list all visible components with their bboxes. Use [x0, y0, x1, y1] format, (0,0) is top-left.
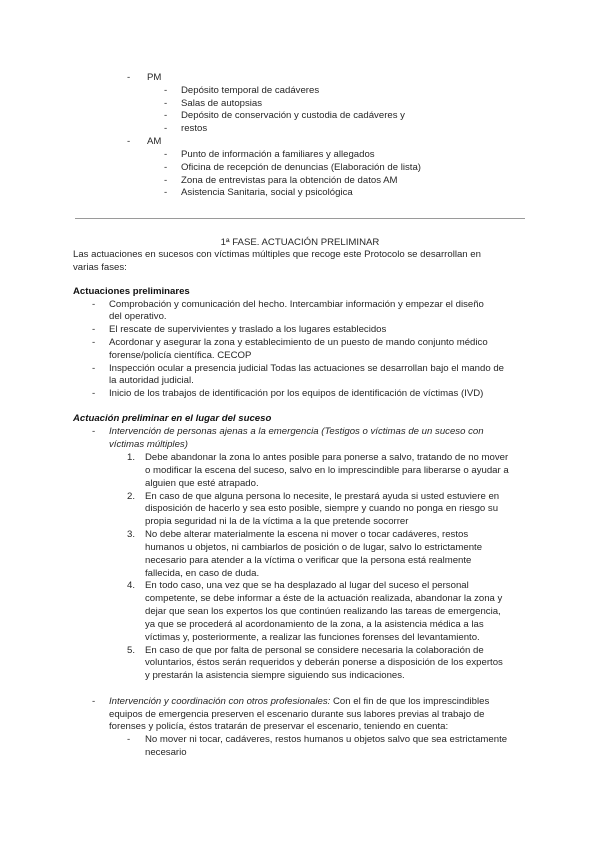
- pm-label: PM: [147, 72, 162, 83]
- numbered-item-line: ya que se procederá al acordonamiento de la zona, a la asistencia médica a las: [145, 619, 484, 630]
- list-item: No mover ni tocar, cadáveres, restos humanos u objetos salvo que sea estrictamente: [145, 734, 508, 745]
- bullet-dash: -: [164, 149, 168, 160]
- bullet-dash: -: [164, 187, 168, 198]
- numbered-item-line: Debe abandonar la zona lo antes posible para ponerse a salvo, tratando de no mover: [145, 452, 509, 463]
- subsection-line: forenses y policía, éstos tratarán de preservar el escenario, teniendo en cuenta:: [109, 721, 449, 732]
- section-heading: Actuación preliminar en el lugar del suceso: [73, 413, 272, 424]
- phase-title: 1ª FASE. ACTUACIÓN PRELIMINAR: [220, 237, 380, 248]
- numbered-item-line: En caso de que alguna persona lo necesite, le prestará ayuda si usted estuviere en: [145, 491, 500, 502]
- list-item: Inicio de los trabajos de identificación por los equipos de identificación de víctimas (IVD): [109, 388, 484, 399]
- bullet-dash: -: [92, 324, 96, 335]
- subsection-title-continuation: víctimas múltiples): [109, 439, 188, 450]
- numbered-item-line: humanos u objetos, ni cambiarlos de posición o de lugar, salvo lo estrictamente: [145, 542, 483, 553]
- subsection-text: Con el fin de que los imprescindibles: [330, 696, 490, 707]
- intro-line: varias fases:: [73, 262, 127, 273]
- subsection-line: [109, 696, 489, 709]
- numbered-item-line: En todo caso, una vez que se ha desplazado al lugar del suceso el personal: [145, 580, 469, 591]
- list-number: 5.: [127, 645, 136, 656]
- bullet-dash: -: [127, 734, 131, 745]
- list-item: restos: [181, 123, 208, 134]
- list-item: Oficina de recepción de denuncias (Elaboración de lista): [181, 162, 421, 173]
- list-item: Salas de autopsias: [181, 98, 263, 109]
- bullet-dash: -: [164, 98, 168, 109]
- numbered-item-line: No debe alterar materialmente la escena ni mover o tocar cadáveres, restos: [145, 529, 469, 540]
- bullet-dash: -: [92, 299, 96, 310]
- numbered-item-line: necesario para atender a la víctima o verificar que la persona está realmente: [145, 555, 472, 566]
- list-item: Punto de información a familiares y allegados: [181, 149, 375, 160]
- list-item: Acordonar y asegurar la zona y establecimiento de un puesto de mando conjunto médico: [109, 337, 488, 348]
- bullet-dash: -: [164, 85, 168, 96]
- list-item-continuation: la autoridad judicial.: [109, 375, 194, 386]
- horizontal-divider: [75, 218, 525, 219]
- list-number: 3.: [127, 529, 136, 540]
- list-item-continuation: forense/policía científica. CECOP: [109, 350, 252, 361]
- bullet-dash: -: [92, 337, 96, 348]
- numbered-item-line: alguien que esté atrapado.: [145, 478, 259, 489]
- list-item: El rescate de supervivientes y traslado a los lugares establecidos: [109, 324, 387, 335]
- list-item: Comprobación y comunicación del hecho. Intercambiar información y empezar el diseño: [109, 299, 484, 310]
- am-label: AM: [147, 136, 162, 147]
- list-number: 4.: [127, 580, 136, 591]
- list-item-continuation: necesario: [145, 747, 187, 758]
- bullet-dash: -: [92, 426, 96, 437]
- bullet-dash: -: [92, 388, 96, 399]
- bullet-dash: -: [164, 123, 168, 134]
- list-number: 1.: [127, 452, 136, 463]
- subsection-title: Intervención de personas ajenas a la emergencia (Testigos o víctimas de un suceso con: [109, 426, 484, 437]
- bullet-dash: -: [92, 696, 96, 707]
- subsection-italic-title: Intervención y coordinación con otros profesionales:: [109, 696, 331, 707]
- bullet-dash: -: [92, 363, 96, 374]
- numbered-item-line: propia seguridad ni la de la víctima a la que pretende socorrer: [145, 516, 409, 527]
- numbered-item-line: competente, se debe informar a éste de la actuación realizada, abandonar la zona y: [145, 593, 503, 604]
- bullet-dash: -: [164, 110, 168, 121]
- section-heading: Actuaciones preliminares: [73, 286, 190, 297]
- list-item: Depósito de conservación y custodia de cadáveres y: [181, 110, 405, 121]
- numbered-item-line: En caso de que por falta de personal se considere necesaria la colaboración de: [145, 645, 484, 656]
- numbered-item-line: o modificar la escena del suceso, salvo en lo imprescindible para liberarse o ayudar a: [145, 465, 509, 476]
- bullet-dash: -: [127, 72, 131, 83]
- list-item: Asistencia Sanitaria, social y psicológica: [181, 187, 353, 198]
- numbered-item-line: voluntarios, éstos serán requeridos y deberán ponerse a disposición de los expertos: [145, 657, 503, 668]
- bullet-dash: -: [164, 162, 168, 173]
- bullet-dash: -: [127, 136, 131, 147]
- subsection-line: equipos de emergencia preserven el escenario durante sus labores previas al trabajo de: [109, 709, 485, 720]
- numbered-item-line: dejar que sean los expertos los que continúen realizando las tareas de emergencia,: [145, 606, 501, 617]
- numbered-item-line: fallecida, en caso de duda.: [145, 568, 260, 579]
- bullet-dash: -: [164, 175, 168, 186]
- numbered-item-line: disposición de hacerlo y sea esto posible, siempre y cuando no ponga en riesgo su: [145, 503, 499, 514]
- intro-line: Las actuaciones en sucesos con víctimas múltiples que recoge este Protocolo se desarrollan en: [73, 249, 481, 260]
- numbered-item-line: y prestarán la asistencia siempre siguiendo sus indicaciones.: [145, 670, 405, 681]
- list-number: 2.: [127, 491, 136, 502]
- list-item-continuation: del operativo.: [109, 311, 167, 322]
- numbered-item-line: víctimas y, posteriormente, a realizar las funciones forenses del levantamiento.: [145, 632, 480, 643]
- list-item: Inspección ocular a presencia judicial Todas las actuaciones se desarrollan bajo el mando de: [109, 363, 505, 374]
- list-item: Zona de entrevistas para la obtención de datos AM: [181, 175, 398, 186]
- list-item: Depósito temporal de cadáveres: [181, 85, 320, 96]
